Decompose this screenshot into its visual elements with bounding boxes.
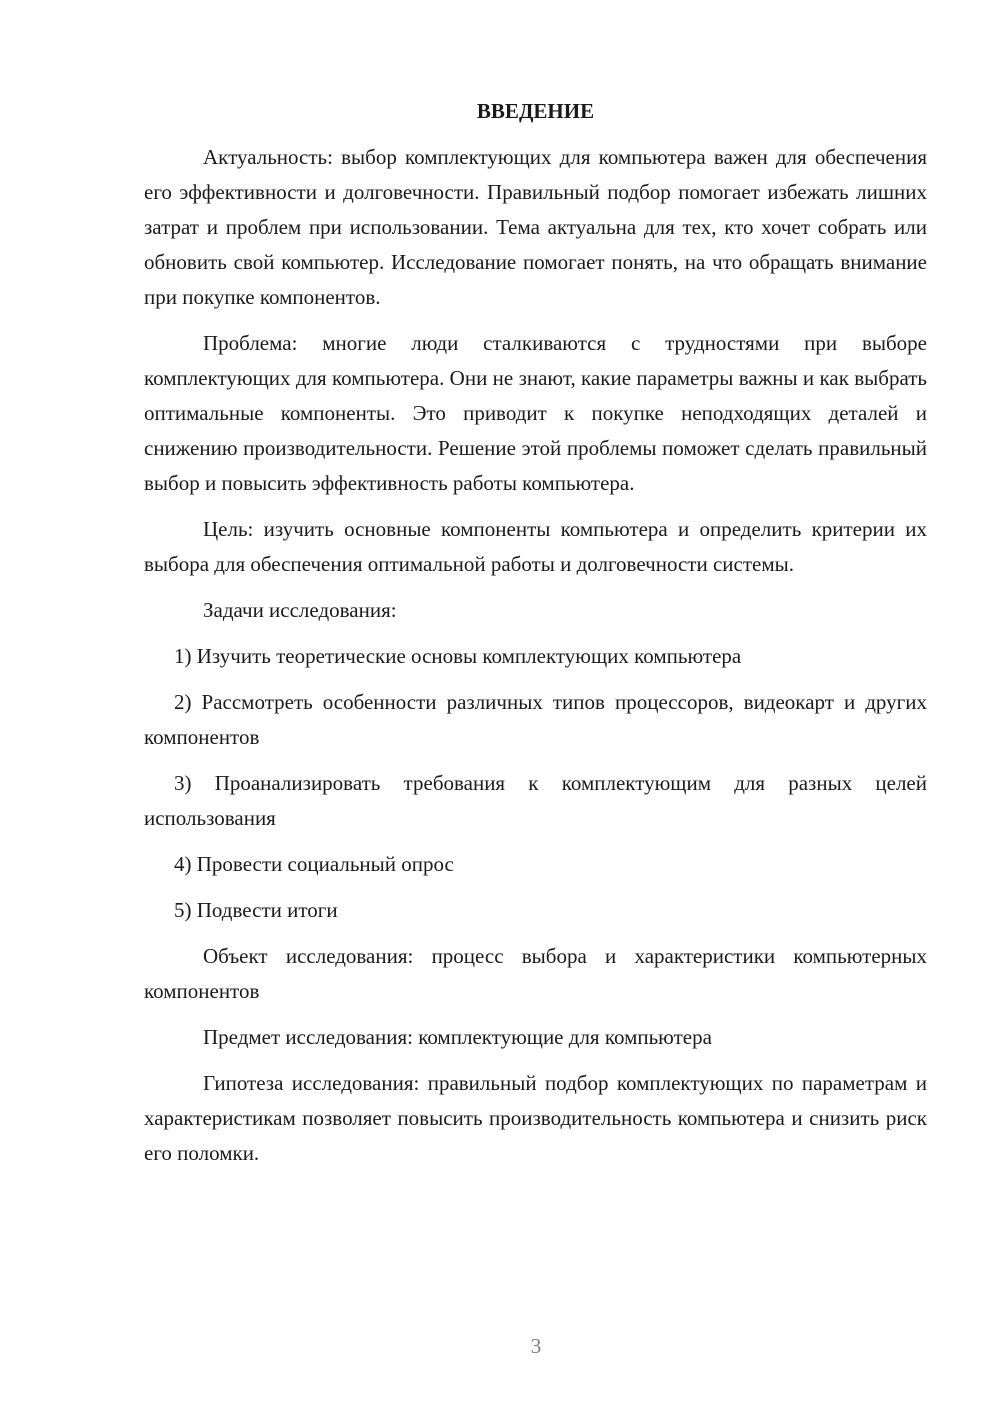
paragraph-relevance: Актуальность: выбор комплектующих для компьютера важен для обеспечения его эффективности и долговечности. Правильный подбор помогает избежать лишних затрат и проблем при использовании. Тема актуальна для тех, кто хочет собрать или обновить свой компьютер. Исследование помогает понять, на что обращать внимание при покупке компонентов. <box>144 145 927 309</box>
page-title: ВВЕДЕНИЕ <box>476 99 595 123</box>
paragraph-hypothesis: Гипотеза исследования: правильный подбор комплектующих по параметрам и характеристикам позволяет повысить производительность компьютера и снизить риск его поломки. <box>144 1071 927 1165</box>
task-item: 2) Рассмотреть особенности различных типов процессоров, видеокарт и других компонентов <box>144 690 927 749</box>
task-item: 1) Изучить теоретические основы комплектующих компьютера <box>174 644 742 668</box>
document-page <box>144 96 927 1182</box>
task-item: 5) Подвести итоги <box>174 898 338 922</box>
task-item: 3) Проанализировать требования к комплектующим для разных целей использования <box>144 771 927 830</box>
paragraph-subject: Предмет исследования: комплектующие для компьютера <box>203 1025 712 1049</box>
paragraph-problem: Проблема: многие люди сталкиваются с трудностями при выборе комплектующих для компьютера. Они не знают, какие параметры важны и как выбрать оптимальные компоненты. Это приводит к покупке неподходящих деталей и снижению производительности. Решение этой проблемы поможет сделать правильный выбор и повысить эффективность работы компьютера. <box>144 331 927 495</box>
paragraph-goal: Цель: изучить основные компоненты компьютера и определить критерии их выбора для обеспечения оптимальной работы и долговечности системы. <box>144 517 927 576</box>
task-item: 4) Провести социальный опрос <box>174 852 454 876</box>
paragraph-object: Объект исследования: процесс выбора и характеристики компьютерных компонентов <box>144 944 927 1003</box>
page-number: 3 <box>530 1334 542 1358</box>
paragraph-tasks-heading: Задачи исследования: <box>203 598 397 622</box>
